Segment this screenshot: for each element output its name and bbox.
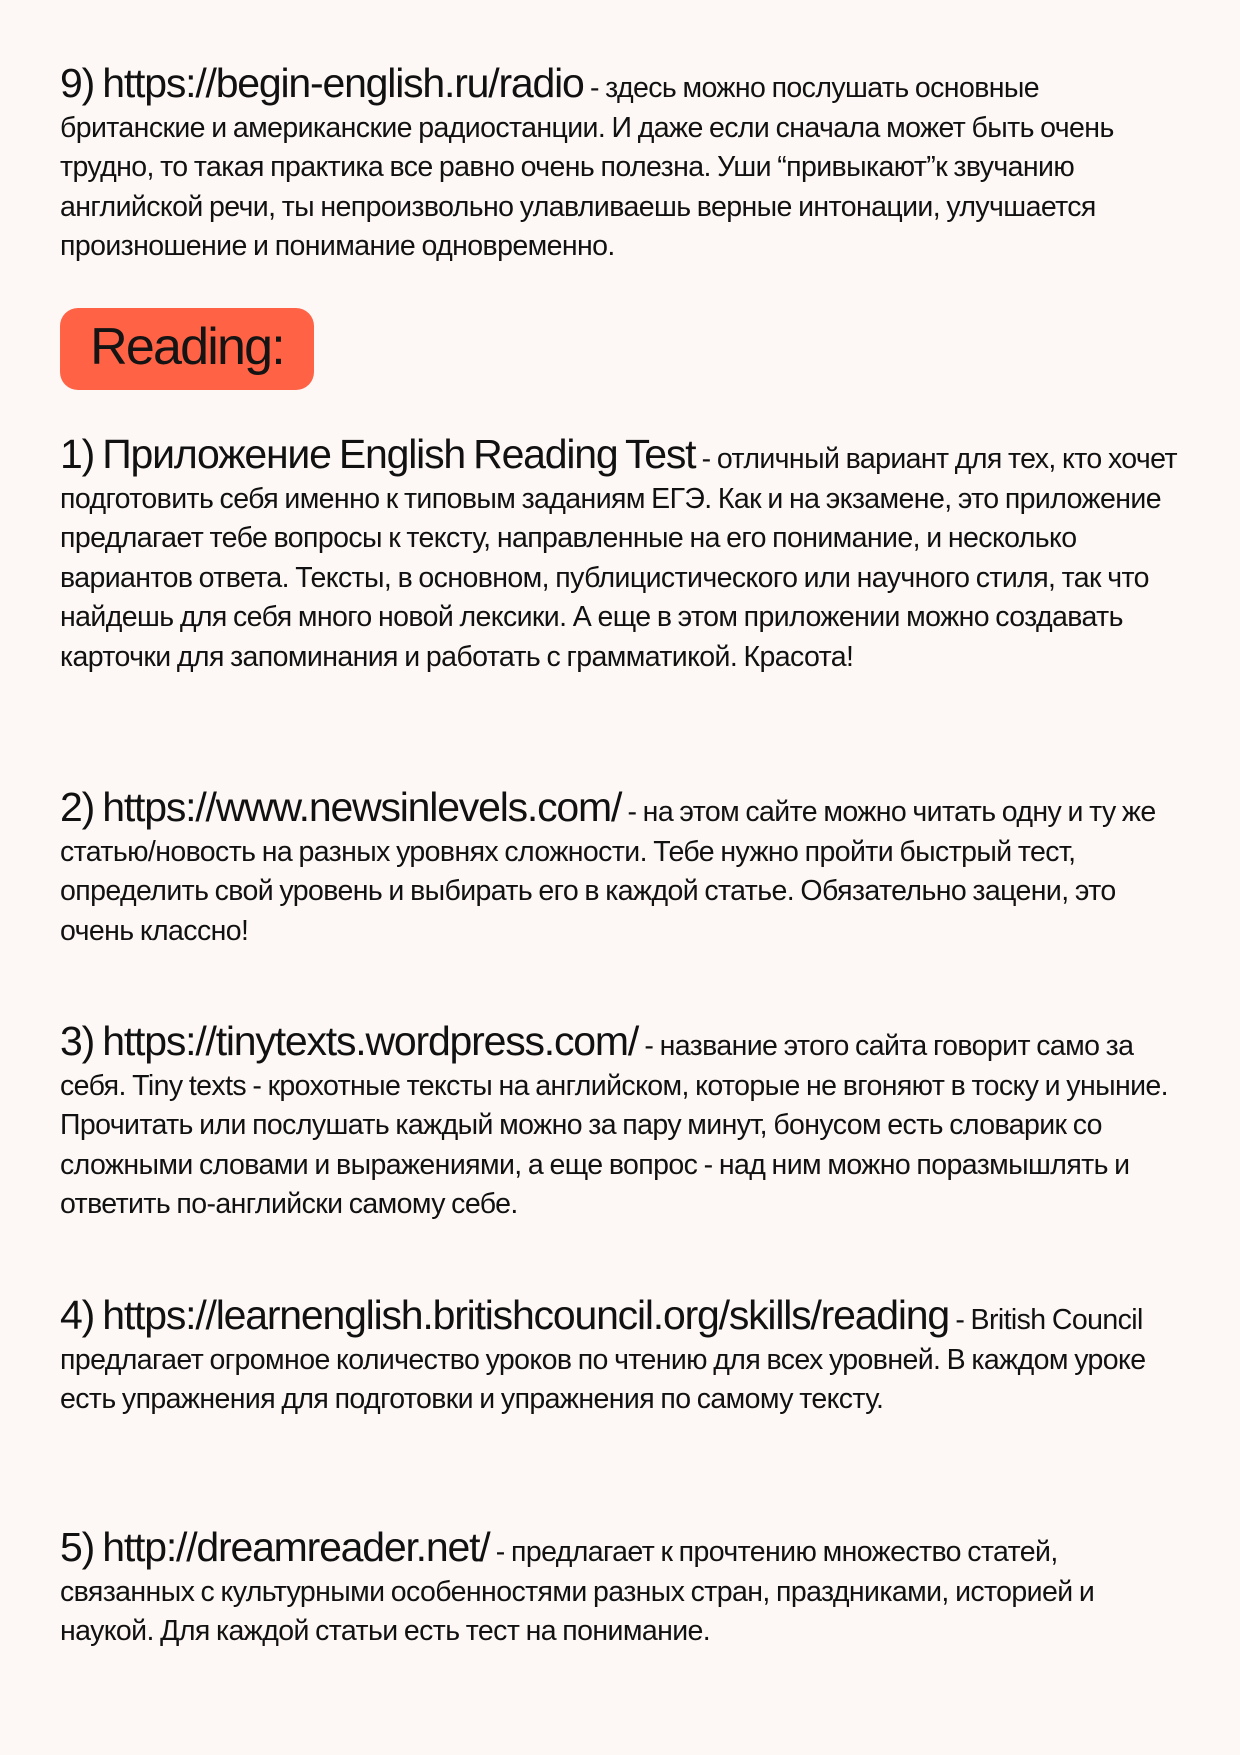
item-description: - предлагает к прочтению множество статей, связанных с культурными особенностями разных стран, праздниками, историей и наукой. Для каждой статьи есть тест на понимание. [60, 1536, 1095, 1647]
item-description: - отличный вариант для тех, кто хочет подготовить себя именно к типовым заданиям ЕГЭ. Как и на экзамене, это приложение предлагает тебе вопросы к тексту, направленные на его понимание, и несколько вариантов ответа. Тексты, в основном, публицистического или научного стиля, так что найдешь для себя много новой лексики. А еще в этом приложении можно создавать карточки для запоминания и работать с грамматикой. Красота! [60, 443, 1177, 673]
reading-item-4 [60, 1292, 1190, 1420]
listening-item-9 [60, 60, 1190, 267]
item-title: 3) https://tinytexts.wordpress.com/ [60, 1018, 639, 1064]
reading-item-5 [60, 1524, 1190, 1652]
item-description: - здесь можно послушать основные британские и американские радиостанции. И даже если сначала может быть очень трудно, то такая практика все равно очень полезна. Уши “привыкают”к звучанию английской речи, ты непроизвольно улавливаешь верные интонации, улучшается произношение и понимание одновременно. [60, 72, 1114, 262]
item-description: - на этом сайте можно читать одну и ту же статью/новость на разных уровнях сложности. Тебе нужно пройти быстрый тест, определить свой уровень и выбирать его в каждой статье. Обязательно зацени, это очень классно! [60, 796, 1156, 947]
reading-section-label [60, 308, 314, 390]
reading-item-2 [60, 784, 1190, 951]
item-title: 2) https://www.newsinlevels.com/ [60, 784, 622, 830]
item-title: 5) http://dreamreader.net/ [60, 1524, 490, 1570]
item-title: 4) https://learnenglish.britishcouncil.org/skills/reading [60, 1292, 950, 1338]
item-title: 1) Приложение English Reading Test [60, 431, 696, 477]
reading-item-3 [60, 1018, 1190, 1225]
item-description: - British Council предлагает огромное количество уроков по чтению для всех уровней. В каждом уроке есть упражнения для подготовки и упражнения по самому тексту. [60, 1304, 1146, 1415]
item-title: 9) https://begin-english.ru/radio [60, 60, 584, 106]
reading-item-1 [60, 431, 1190, 677]
section-heading: Reading: [90, 318, 284, 376]
item-description: - название этого сайта говорит само за себя. Tiny texts - крохотные тексты на английском, которые не вгоняют в тоску и уныние. Прочитать или послушать каждый можно за пару минут, бонусом есть словарик со сложными словами и выражениями, а еще вопрос - над ним можно поразмышлять и ответить по-английски самому себе. [60, 1030, 1168, 1220]
